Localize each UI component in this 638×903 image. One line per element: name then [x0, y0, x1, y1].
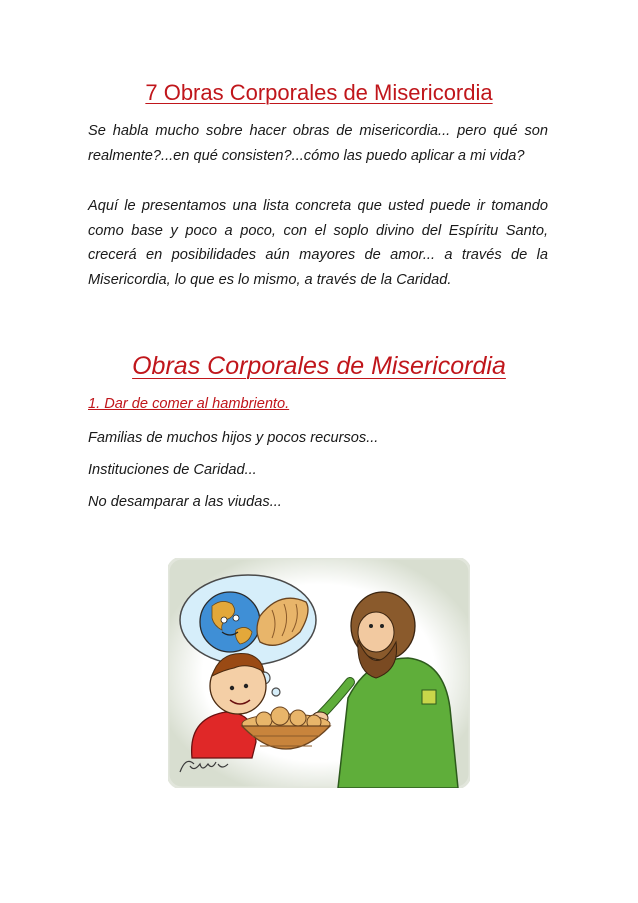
- item-heading: 1. Dar de comer al hambriento.: [88, 396, 290, 412]
- earth-globe-icon: [200, 592, 260, 652]
- section-title: Obras Corporales de Misericordia: [132, 352, 506, 380]
- intro-paragraph-1: Se habla mucho sobre hacer obras de misericordia... pero qué son realmente?...en qué consisten?...cómo las puedo aplicar a mi vida?: [88, 123, 548, 164]
- illustration-feeding-the-hungry: [168, 558, 470, 788]
- item-line-1: Familias de muchos hijos y pocos recursos...: [88, 430, 379, 446]
- item-line-3: No desamparar a las viudas...: [88, 494, 282, 510]
- intro-paragraph-2: Aquí le presentamos una lista concreta que usted puede ir tomando como base y poco a poco, con el soplo divino del Espíritu Santo, crecerá en posibilidades aún mayores de amor... a través de la Misericordia, lo que es lo mismo, a través de la Caridad.: [88, 198, 548, 288]
- item-line-2: Instituciones de Caridad...: [88, 462, 257, 478]
- page-title: 7 Obras Corporales de Misericordia: [145, 80, 493, 105]
